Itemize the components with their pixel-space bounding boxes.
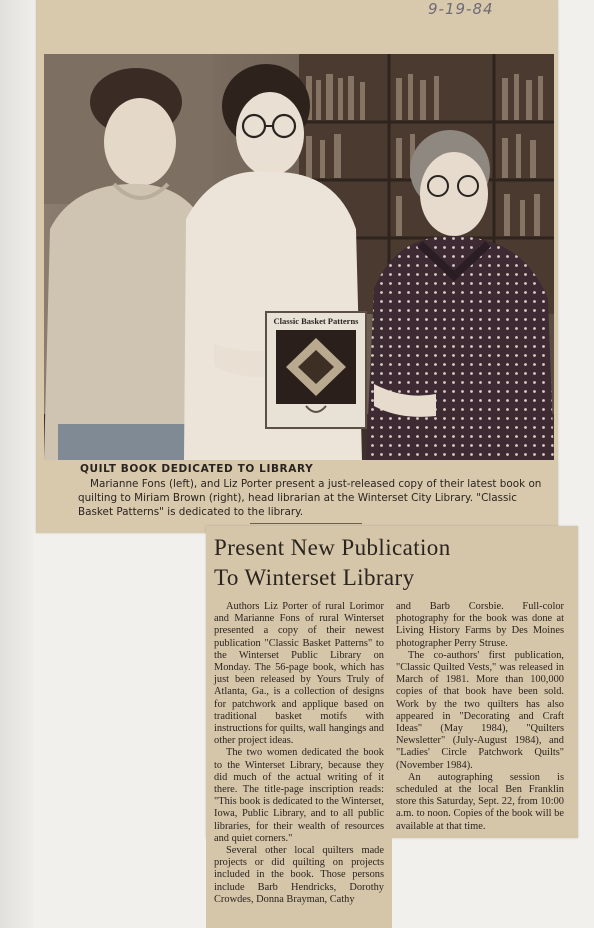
photo-illustration: [44, 54, 554, 460]
separator-rule: [250, 523, 362, 524]
article-column-left: [214, 601, 384, 906]
handwritten-date: 9-19-84: [428, 0, 494, 18]
news-photo: [44, 54, 554, 460]
book-cover: [266, 312, 366, 428]
paragraph: The two women dedicated the book to the Winterset Library, because they did much of the actual writing of it there. The title-page inscription reads: "This book is dedicated to the Winterset, Iowa, Public Library, and to all public libraries, for their wealth of resources and quiet corners.": [214, 747, 384, 844]
cutline-body: Marianne Fons (left), and Liz Porter present a just-released copy of their latest book on quilting to Miriam Brown (right), head librarian at the Winterset City Library. "Classic Basket Patterns" is dedicated to the library.: [78, 478, 542, 518]
paragraph: Authors Liz Porter of rural Lorimor and Marianne Fons of rural Winterset presented a copy of their newest publication "Classic Basket Patterns" to the Winterset Public Library on Monday. The 56-page book, which has just been released by Yours Truly of Atlanta, Ga., is a collection of designs for patchwork and applique based on traditional basket motifs with instructions for quilts, wall hangings and other project ideas.: [214, 601, 384, 747]
paragraph: The co-authors' first publication, "Classic Quilted Vests," was released in March of 1981. More than 100,000 copies of that book have been sold. Work by the two quilters has also appeared in "Decorating and Craft Ideas" (May 1984), "Quilters Newsletter" (July-August 1984), and "Ladies' Circle Patchwork Quilts" (November 1984).: [396, 649, 564, 771]
headline-line-2: To Winterset Library: [214, 565, 415, 590]
headline-line-1: Present New Publication: [214, 535, 451, 560]
article-headline: [214, 533, 451, 593]
book-title: Classic Basket Patterns: [273, 316, 359, 326]
article-column-right: [396, 601, 564, 833]
backing-paper-edge: [0, 0, 34, 928]
paragraph: and Barb Corsbie. Full-color photography for the book was done at Living History Farms by Des Moines photographer Perry Struse.: [396, 601, 564, 649]
paragraph: Several other local quilters made projects or did quilting on projects included in the book. Those persons include Barb Hendricks, Dorothy Crowdes, Donna Brayman, Cathy: [214, 845, 384, 905]
cutline-title: QUILT BOOK DEDICATED TO LIBRARY: [80, 463, 314, 475]
paragraph: An autographing session is scheduled at the local Ben Franklin store this Saturday, Sept. 22, from 10:00 a.m. to noon. Copies of the book will be available at that time.: [396, 771, 564, 832]
